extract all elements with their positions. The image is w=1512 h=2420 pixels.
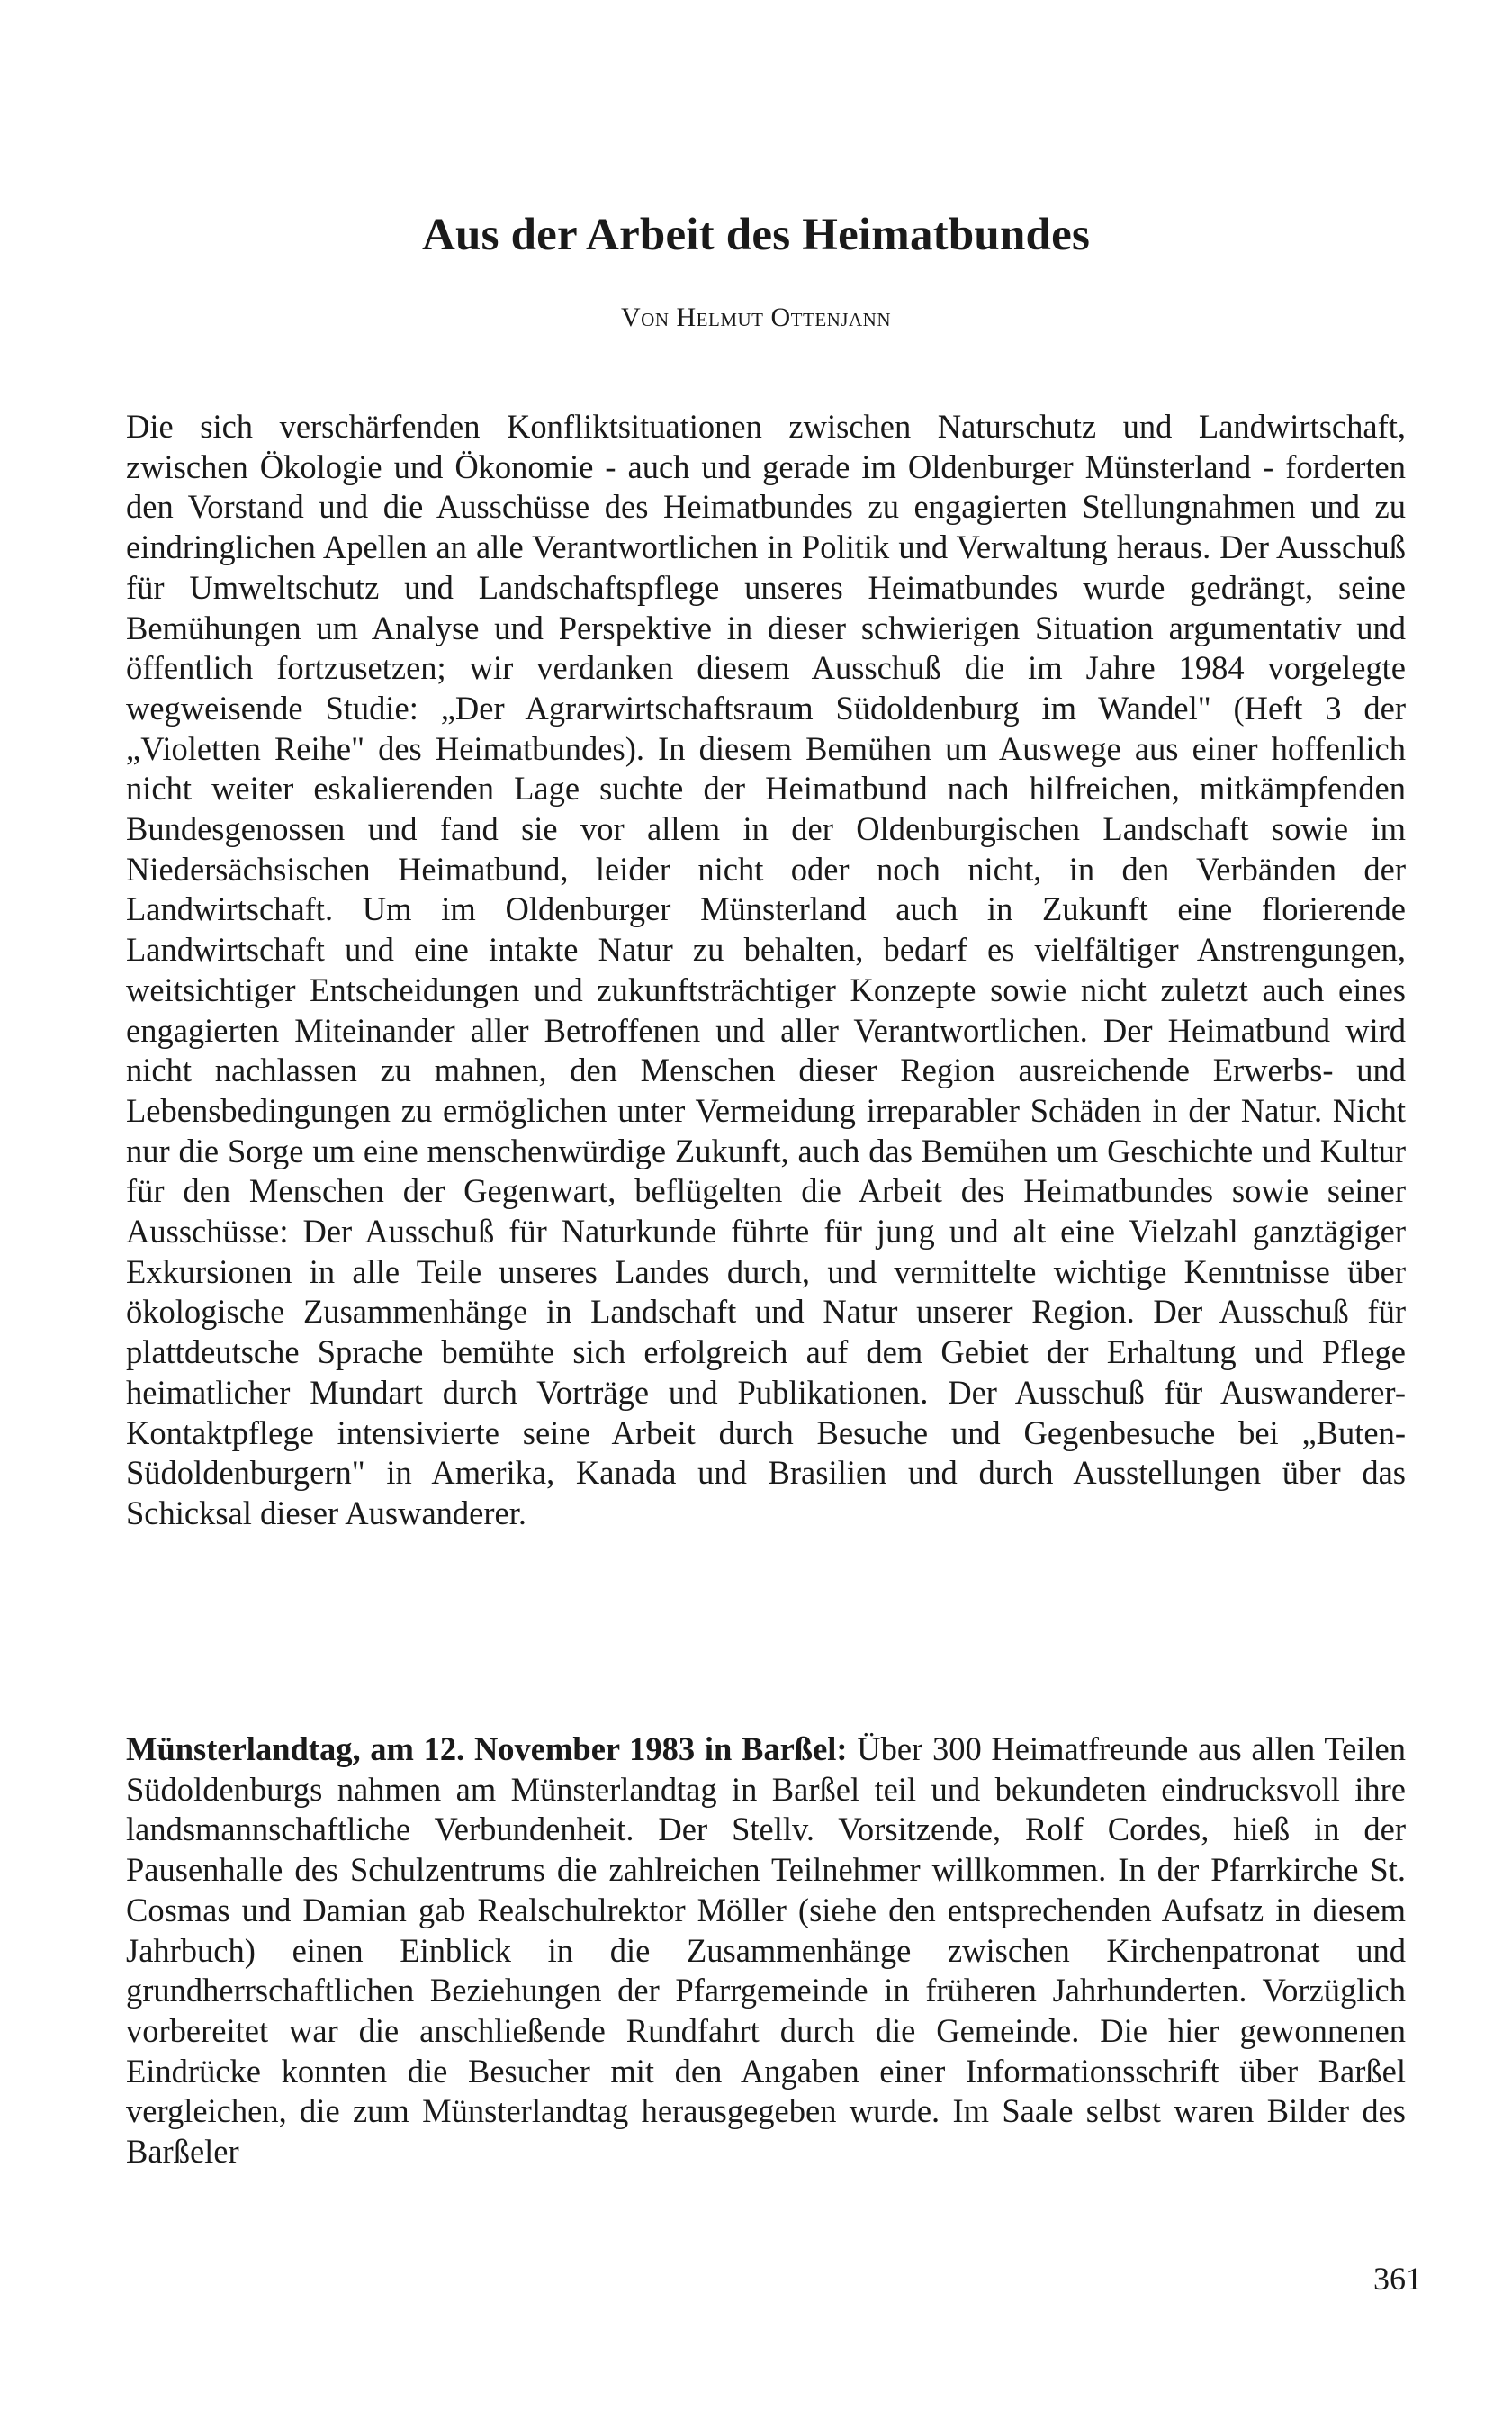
body-paragraph-2-text: Über 300 Heimatfreunde aus allen Teilen Südoldenburgs nahmen am Münsterlandtag in Barßel teil und bekundeten eindrucksvoll ihre landsmannschaftliche Verbundenheit. Der Stellv. Vorsitzende, Rolf Cordes, hieß in der Pausenhalle des Schulzentrums die zahlreichen Teilnehmer willkommen. In der Pfarrkirche St. Cosmas und Damian gab Realschulrektor Möller (siehe den entsprechenden Aufsatz in diesem Jahrbuch) einen Einblick in die Zusammenhänge zwischen Kirchenpatronat und grundherrschaftlichen Beziehungen der Pfarrgemeinde in früheren Jahrhunderten. Vorzüglich vorbereitet war die anschließende Rundfahrt durch die Gemeinde. Die hier gewonnenen Eindrücke konnten die Besucher mit den Angaben einer Informationsschrift über Barßel vergleichen, die zum Münsterlandtag herausgegeben wurde. Im Saale selbst waren Bilder des Barßeler	[126, 1730, 1407, 2171]
body-paragraph-2	[126, 1729, 1406, 2172]
article-byline: Von Helmut Ottenjann	[621, 302, 891, 332]
body-paragraph-1: Die sich verschärfenden Konfliktsituationen zwischen Naturschutz und Landwirtschaft, zwischen Ökologie und Ökonomie - auch und gerade im Oldenburger Münsterland - forderten den Vorstand und die Ausschüsse des Heimatbundes zu engagierten Stellungnahmen und zu eindringlichen Apellen an alle Verantwortlichen in Politik und Verwaltung heraus. Der Ausschuß für Umweltschutz und Landschaftspflege unseres Heimatbundes wurde gedrängt, seine Bemühungen um Analyse und Perspektive in dieser schwierigen Situation argumentativ und öffentlich fortzusetzen; wir verdanken diesem Ausschuß die im Jahre 1984 vorgelegte wegweisende Studie: „Der Agrarwirtschaftsraum Südoldenburg im Wandel" (Heft 3 der „Violetten Reihe" des Heimatbundes). In diesem Bemühen um Auswege aus einer hoffenlich nicht weiter eskalierenden Lage suchte der Heimatbund nach hilfreichen, mitkämpfenden Bundesgenossen und fand sie vor allem in der Oldenburgischen Landschaft sowie im Niedersächsischen Heimatbund, leider nicht oder noch nicht, in den Verbänden der Landwirtschaft. Um im Oldenburger Münsterland auch in Zukunft eine florierende Landwirtschaft und eine intakte Natur zu behalten, bedarf es vielfältiger Anstrengungen, weitsichtiger Entscheidungen und zukunftsträchtiger Konzepte sowie nicht zuletzt auch eines engagierten Miteinander aller Betroffenen und aller Verantwortlichen. Der Heimatbund wird nicht nachlassen zu mahnen, den Menschen dieser Region ausreichende Erwerbs- und Lebensbedingungen zu ermöglichen unter Vermeidung irreparabler Schäden in der Natur. Nicht nur die Sorge um eine menschenwürdige Zukunft, auch das Bemühen um Geschichte und Kultur für den Menschen der Gegenwart, beflügelten die Arbeit des Heimatbundes sowie seiner Ausschüsse: Der Ausschuß für Naturkunde führte für jung und alt eine Vielzahl ganztägiger Exkursionen in alle Teile unseres Landes durch, und vermittelte wichtige Kenntnisse über ökologische Zusammenhänge in Landschaft und Natur unserer Region. Der Ausschuß für plattdeutsche Sprache bemühte sich erfolgreich auf dem Gebiet der Erhaltung und Pflege heimatlicher Mundart durch Vorträge und Publikationen. Der Ausschuß für Auswanderer-Kontaktpflege intensivierte seine Arbeit durch Besuche und Gegenbesuche bei „Buten-Südoldenburgern" in Amerika, Kanada und Brasilien und durch Ausstellungen über das Schicksal dieser Auswanderer.	[126, 408, 1406, 1531]
article-title: Aus der Arbeit des Heimatbundes	[422, 210, 1090, 260]
page-number: 361	[1373, 2261, 1422, 2297]
section-run-in-heading: Münsterlandtag, am 12. November 1983 in Barßel:	[126, 1730, 848, 1767]
